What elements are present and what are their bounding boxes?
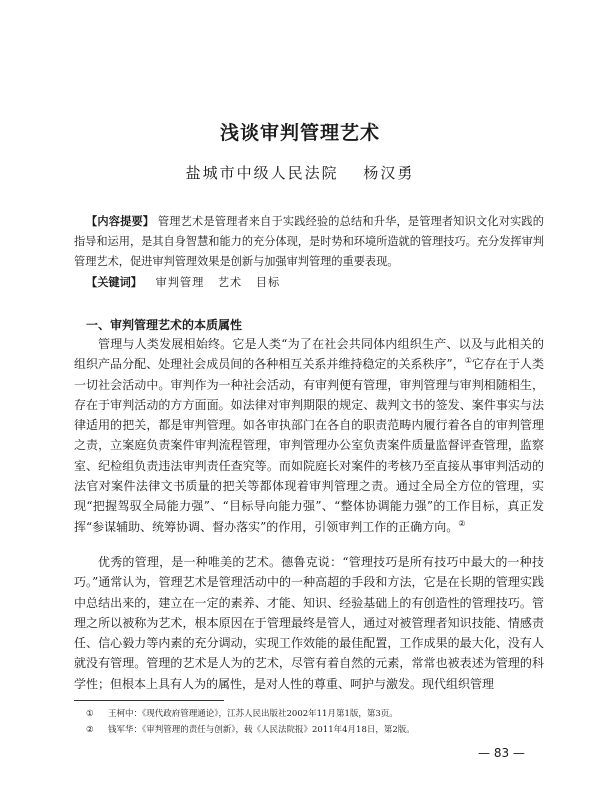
page-number: — 83 —: [478, 746, 525, 760]
footnote-ref: ②: [458, 518, 466, 528]
footnote-ref: ①: [464, 356, 472, 366]
footnote-mark: ①: [86, 709, 94, 719]
section-heading: 一、审判管理艺术的本质属性: [86, 318, 243, 332]
author-court: 盐城市中级人民法院: [185, 164, 339, 182]
body-paragraph: 优秀的管理，是一种唯美的艺术。德鲁克说：“管理技巧是所有技巧中最大的一种技巧。”通常认为，管理艺术是管理活动中的一种高超的手段和方法，它是在长期的管理实践中总结出来的，建立在一定的素养、才能、知识、经验基础上的有创造性的管理技巧。管理之所以被称为艺术，根本原因在于管理最终是管人，通过对被管理者知识技能、情感责任、信心毅力等内素的充分调动，实现工作效能的最佳配置，工作成果的最大化，没有人就没有管理。管理的艺术是人为的艺术，尽管有着自然的元素，常常也被表述为管理的科学性；但根本上具有人为的属性，是对人性的尊重、呵护与激发。现代组织管理: [74, 555, 544, 691]
keywords: [86, 274, 546, 290]
footnote-text: 王柯中：《现代政府管理通论》，江苏人民出版社2002年11月第1版，第3页。: [108, 709, 398, 719]
abstract-text: 管理艺术是管理者来自于实践经验的总结和升华，是管理者知识文化对实践的指导和运用，是其自身智慧和能力的充分体现，是时势和环境所造就的管理技巧。充分发挥审判管理艺术，促进审判管理效果是创新与加强审判管理的重要表现。: [74, 215, 544, 268]
keyword: 艺术: [217, 276, 243, 289]
author-line: [0, 162, 600, 183]
body-paragraph: [74, 334, 544, 537]
keyword: 审判管理: [155, 276, 205, 289]
article-title: 浅谈审判管理艺术: [219, 122, 380, 144]
abstract: [74, 212, 544, 272]
footnote: [86, 708, 546, 721]
keywords-label: 【关键词】: [86, 276, 142, 289]
footnote-divider: [74, 700, 224, 701]
footnote: [86, 724, 546, 737]
footnote-text: 钱军华：《审判管理的责任与创新》，载《人民法院报》2011年4月18日，第2版。: [108, 725, 415, 735]
footnote-mark: ②: [86, 725, 94, 735]
abstract-label: 【内容提要】: [86, 215, 155, 228]
paragraph-text: 它存在于人类一切社会活动中。审判作为一种社会活动，有审判便有管理，审判管理与审判相随相生，存在于审判活动的方方面面。如法律对审判期限的规定、裁判文书的签发、案件事实与法律适用的把关，都是审判管理。如各审执部门在各自的职责范畴内履行着各自的审判管理之责，立案庭负责案件审判流程管理，审判管理办公室负责案件质量监督评查管理，监察室、纪检组负责违法审判责任查究等。而如院庭长对案件的考核乃至直接从事审判活动的法官对案件法律文书质量的把关等都体现着审判管理之责。通过全局全方位的管理，实现“把握驾驭全局能力强”、“目标导向能力强”、“整体协调能力强”的工作目标，真正发挥“参谋辅助、统筹协调、督办落实”的作用，引领审判工作的正确方向。: [74, 357, 545, 534]
paragraph-text: 管理与人类发展相始终。它是人类“为了在社会共同体内组织生产、以及与此相关的组织产品分配、处理社会成员间的各种相互关系并维持稳定的关系秩序”，: [74, 337, 544, 372]
keyword: 目标: [255, 276, 281, 289]
author-name: 杨汉勇: [363, 164, 415, 182]
